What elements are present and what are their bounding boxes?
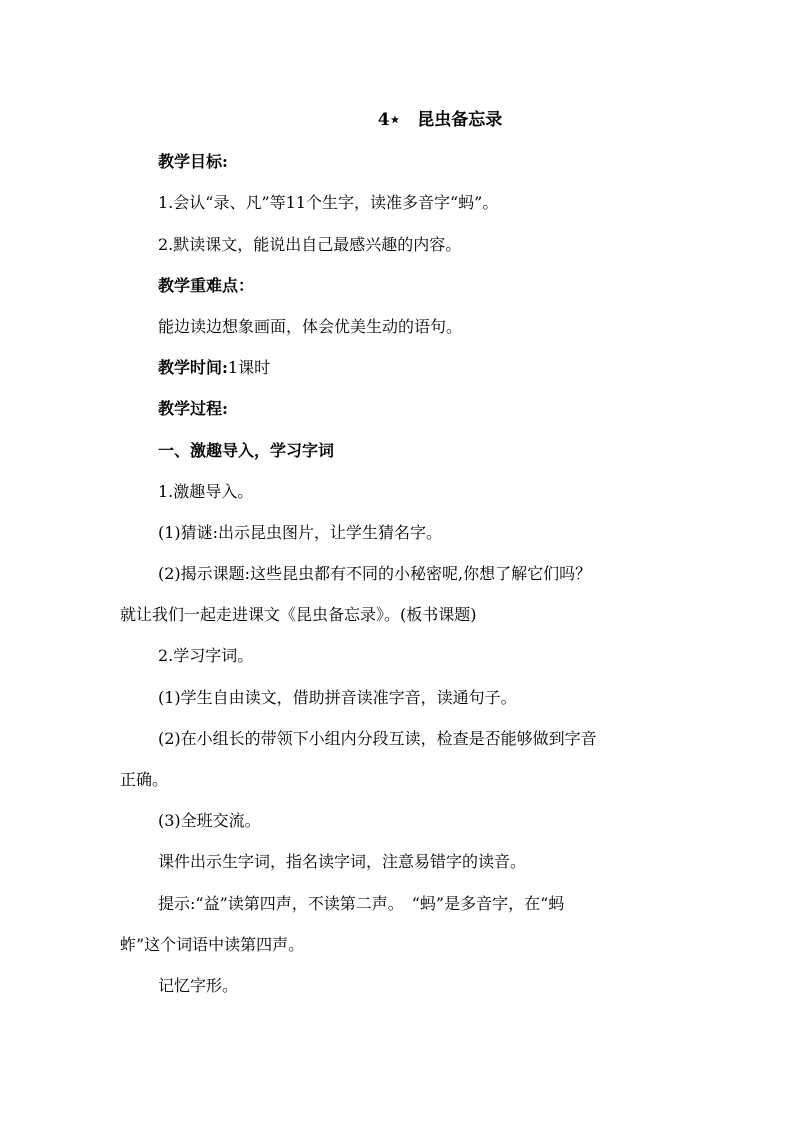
step-2: 2.学习字词。 [158,646,254,666]
hint-line-1: 提示:“益”读第四声，不读第二声。 “蚂”是多音字，在“蚂 [158,893,565,913]
step-2-2-line-1: (2)在小组长的带领下小组内分段互读，检查是否能够做到字音 [158,728,597,748]
step-1-2-line-2: 就让我们一起走进课文《昆虫备忘录》。(板书课题) [120,605,477,625]
document-page [120,100,680,1006]
step-2-3: (3)全班交流。 [158,811,261,831]
courseware-text: 课件出示生字词，指名读字词，注意易错字的读音。 [158,852,527,872]
step-2-1: (1)学生自由读文，借助拼音读准字音，读通句子。 [158,687,517,707]
hint-line-2: 蚱”这个词语中读第四声。 [120,934,305,954]
objective-2: 2.默读课文，能说出自己最感兴趣的内容。 [158,234,462,254]
section-1-heading: 一、激趣导入，学习字词 [158,440,335,460]
teaching-time [120,347,680,388]
objectives-heading: 教学目标: [158,152,228,172]
step-1-2-line-1: (2)揭示课题:这些昆虫都有不同的小秘密呢,你想了解它们吗？ [158,564,592,584]
objective-1: 1.会认“录、凡”等11个生字，读准多音字“蚂”。 [158,193,499,213]
time-label: 教学时间: [158,358,228,378]
difficulty-heading: 教学重难点： [158,275,255,295]
step-1: 1.激趣导入。 [158,481,254,501]
difficulty-text: 能边读边想象画面，体会优美生动的语句。 [158,316,463,336]
step-2-2-line-2: 正确。 [120,770,169,789]
step-1-1: (1)猜谜:出示昆虫图片，让学生猜名字。 [158,522,443,542]
memory-text: 记忆字形。 [158,975,239,995]
time-value: 1课时 [227,358,271,378]
document-title: 4⋆ 昆虫备忘录 [377,110,503,130]
process-heading: 教学过程: [158,399,228,419]
